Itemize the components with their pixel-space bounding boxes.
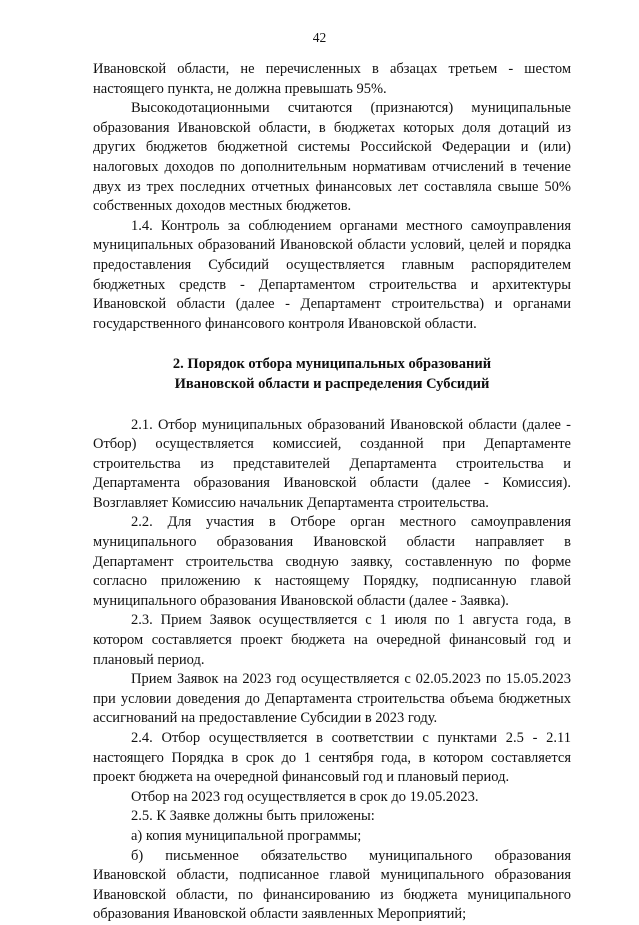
section-heading-line: 2. Порядок отбора муниципальных образований <box>172 356 492 373</box>
paragraph: Высокодотационными считаются (признаются) муниципальные образования Ивановской области, в бюджетах которых доля дотаций из других бюджетов бюджетной системы Российской Федерации и (или) налоговых доходов по дополнительным нормативам отчислений в течение двух из трех последних отчетных финансовых лет составляла свыше 50% собственных доходов местных бюджетов. <box>93 100 571 215</box>
page-number: 42 <box>312 30 327 45</box>
list-item: а) копия муниципальной программы; <box>131 827 362 844</box>
paragraph: 2.3. Прием Заявок осуществляется с 1 июля по 1 августа года, в котором составляется проект бюджета на очередной финансовый год и плановый период. <box>93 612 571 668</box>
paragraph: 2.4. Отбор осуществляется в соответствии с пунктами 2.5 - 2.11 настоящего Порядка в срок до 1 сентября года, в котором составляется проект бюджета на очередной финансовый год и плановый период. <box>93 730 571 786</box>
document-body <box>93 60 571 925</box>
paragraph: 2.1. Отбор муниципальных образований Ивановской области (далее - Отбор) осуществляется комиссией, созданной при Департаменте строительства из представителей Департамента строительства и Департамента образования Ивановской области (далее - Комиссия). Возглавляет Комиссию начальник Департамента строительства. <box>93 416 571 511</box>
section-heading-line: Ивановской области и распределения Субсидий <box>174 375 490 392</box>
paragraph: Прием Заявок на 2023 год осуществляется с 02.05.2023 по 15.05.2023 при условии доведения до Департамента строительства объема бюджетных ассигнований на предоставление Субсидии в 2023 году. <box>93 671 571 727</box>
section-heading <box>93 355 571 394</box>
paragraph: 2.2. Для участия в Отборе орган местного самоуправления муниципального образования Ивановской области направляет в Департамент строительства сводную заявку, составленную по форме согласно приложению к настоящему Порядку, подписанную главой муниципального образования Ивановской области (далее - Заявка). <box>93 514 571 609</box>
paragraph: 1.4. Контроль за соблюдением органами местного самоуправления муниципальных образований Ивановской области условий, целей и порядка предоставления Субсидий осуществляется главным распорядителем бюджетных средств - Департаментом строительства и архитектуры Ивановской области (далее - Департамент строительства) и органами государственного финансового контроля Ивановской области. <box>93 217 571 332</box>
paragraph: 2.5. К Заявке должны быть приложены: <box>131 808 375 825</box>
paragraph: Отбор на 2023 год осуществляется в срок до 19.05.2023. <box>131 788 479 805</box>
paragraph: Ивановской области, не перечисленных в абзацах третьем - шестом настоящего пункта, не должна превышать 95%. <box>93 61 571 97</box>
list-item: б) письменное обязательство муниципального образования Ивановской области, подписанное главой муниципального образования Ивановской области, по финансированию из бюджета муниципального образования Ивановской области заявленных Мероприятий; <box>93 847 571 923</box>
